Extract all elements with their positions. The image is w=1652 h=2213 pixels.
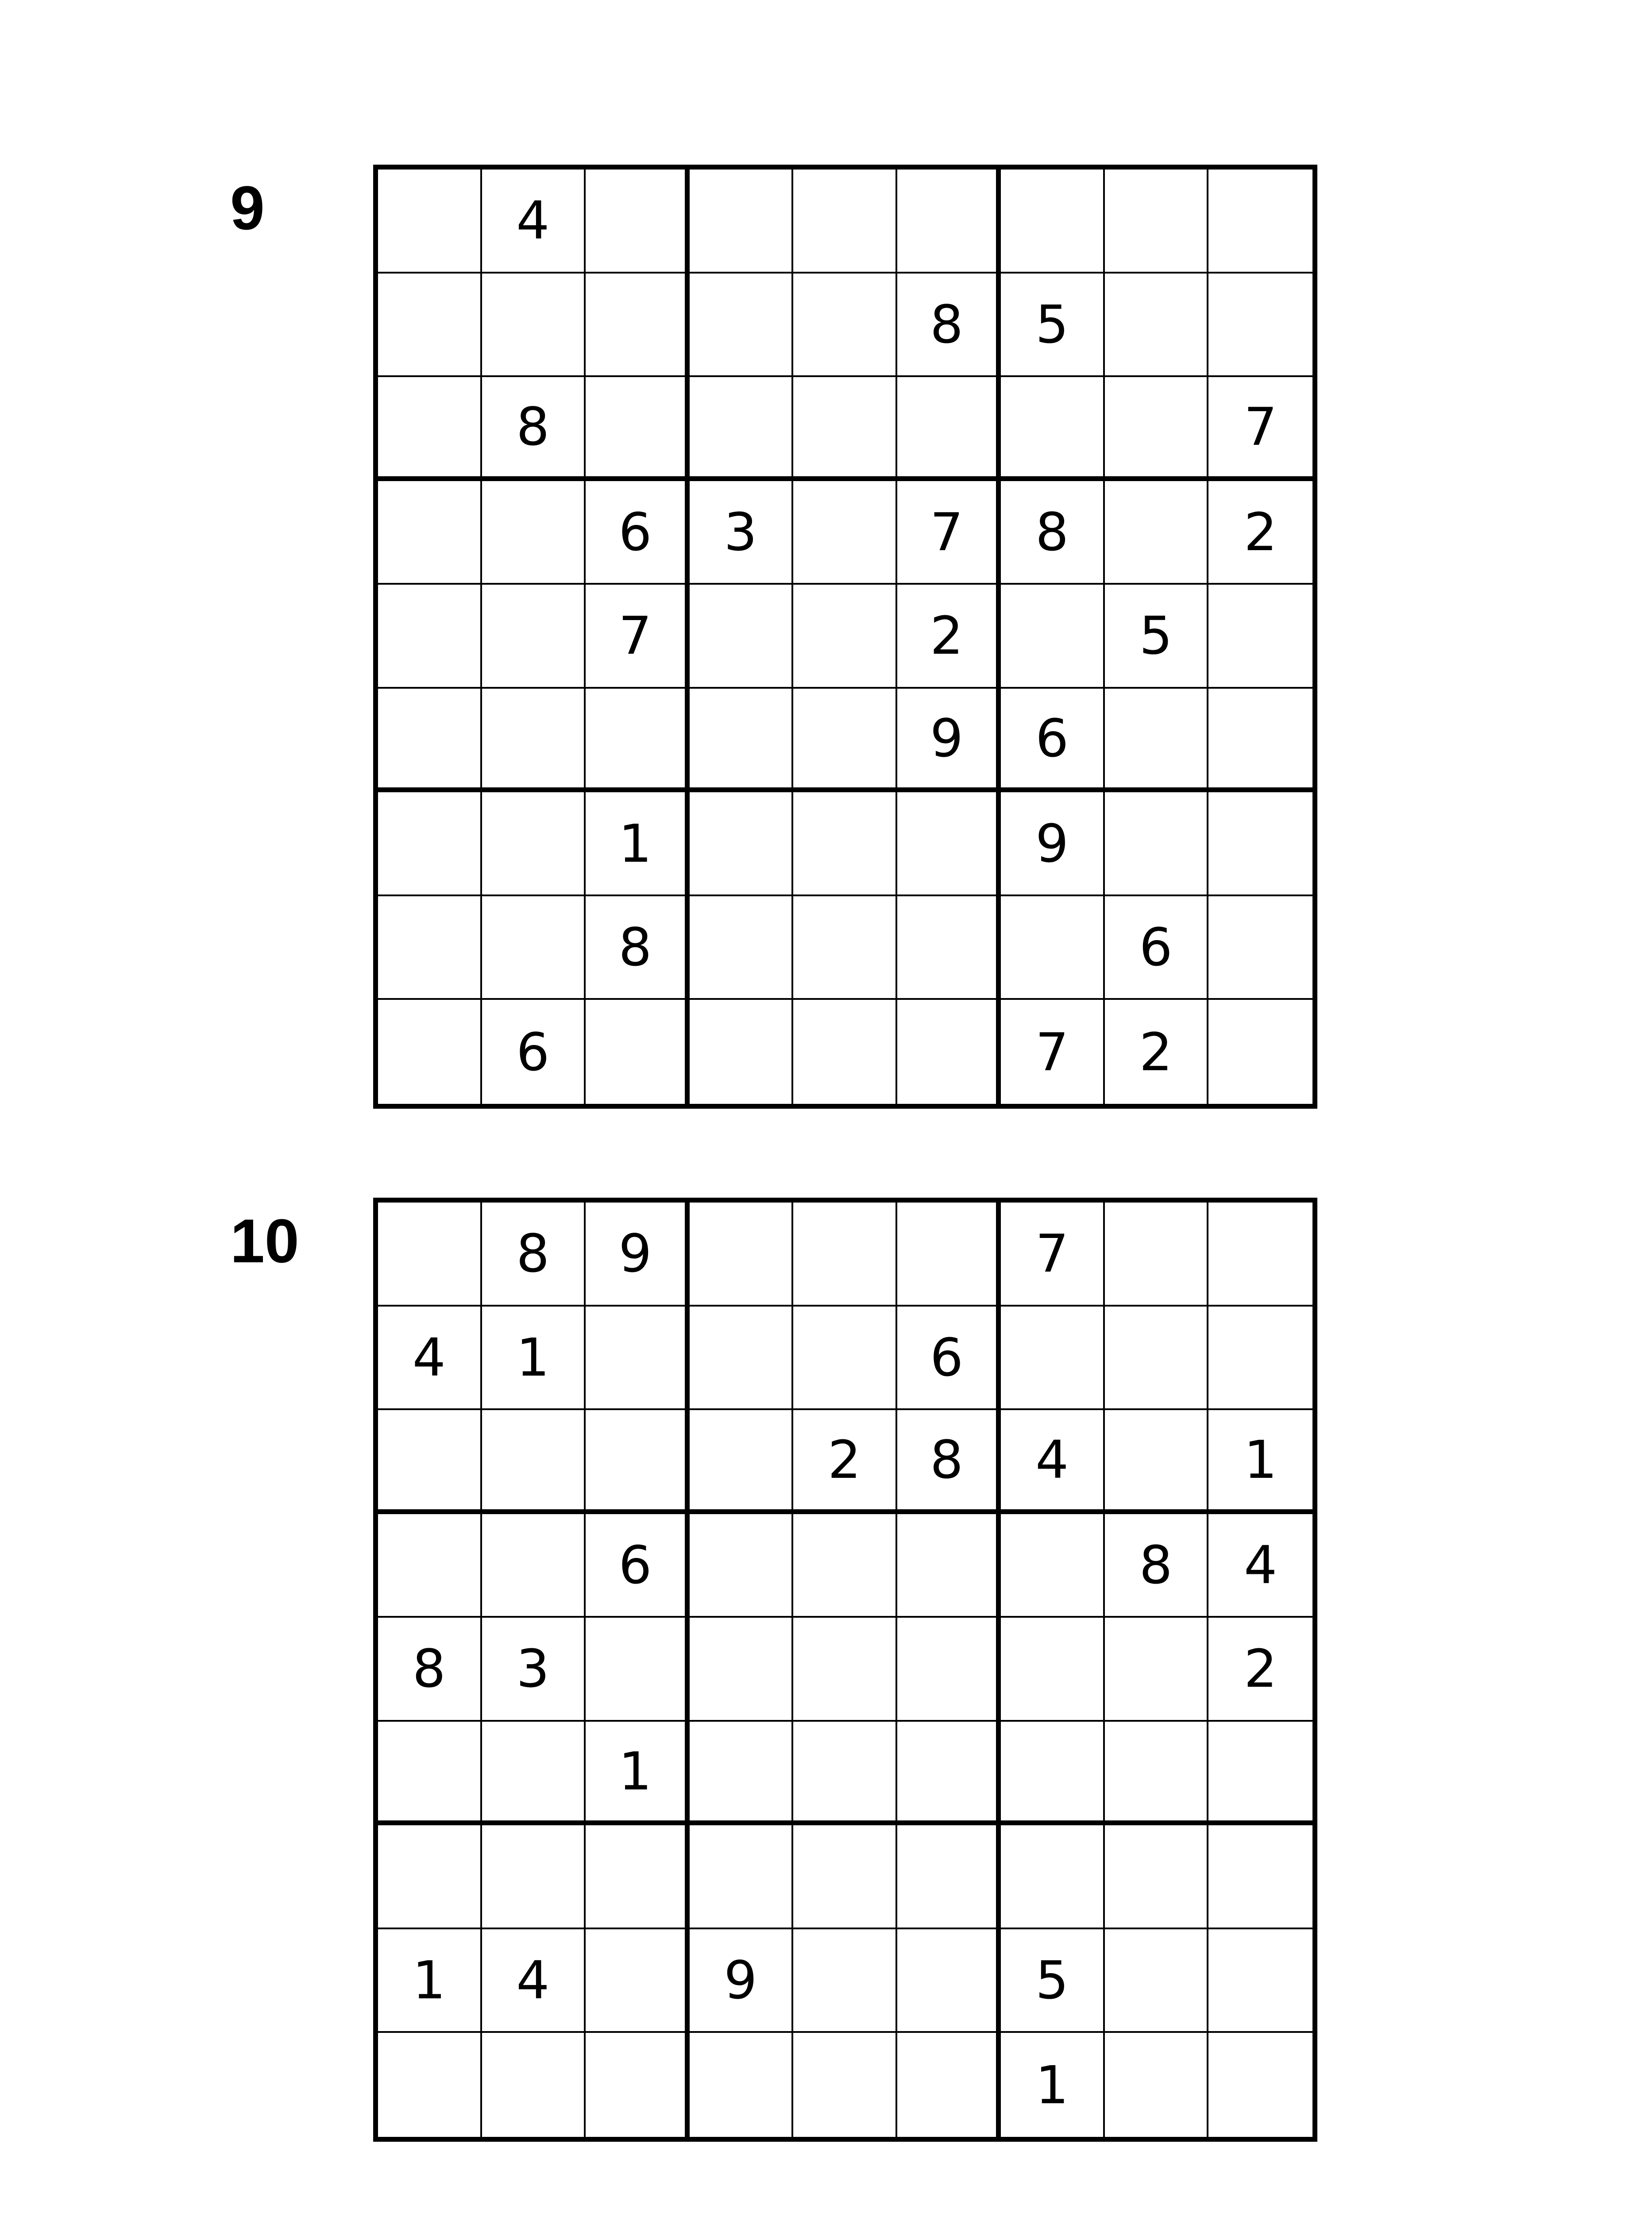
sudoku-cell[interactable]: 7 [1208,377,1312,481]
sudoku-cell[interactable] [378,792,482,896]
sudoku-cell[interactable] [378,1203,482,1307]
sudoku-cell[interactable] [1001,585,1105,689]
sudoku-cell[interactable]: 2 [1208,481,1312,585]
sudoku-cell[interactable]: 9 [586,1203,690,1307]
sudoku-cell[interactable] [897,792,1001,896]
sudoku-cell[interactable] [586,1618,690,1722]
sudoku-cell[interactable]: 9 [690,1929,794,2033]
sudoku-cell[interactable]: 5 [1105,585,1209,689]
sudoku-cell[interactable] [1105,377,1209,481]
sudoku-cell[interactable] [378,170,482,274]
sudoku-cell[interactable] [378,1000,482,1104]
sudoku-cell[interactable]: 1 [1208,1410,1312,1514]
sudoku-cell[interactable] [1208,689,1312,793]
sudoku-cell[interactable] [586,1929,690,2033]
sudoku-cell[interactable]: 1 [378,1929,482,2033]
sudoku-cell[interactable]: 6 [1105,896,1209,1000]
sudoku-cell[interactable] [1105,1618,1209,1722]
sudoku-cell[interactable] [690,1825,794,1929]
sudoku-cell[interactable] [897,1618,1001,1722]
sudoku-cell[interactable] [1105,1307,1209,1411]
sudoku-cell[interactable] [690,274,794,378]
sudoku-cell[interactable] [897,1203,1001,1307]
sudoku-cell[interactable] [1105,1410,1209,1514]
sudoku-cell[interactable]: 6 [897,1307,1001,1411]
sudoku-cell[interactable] [482,1514,586,1618]
sudoku-cell[interactable] [482,2033,586,2137]
sudoku-cell[interactable] [690,792,794,896]
sudoku-cell[interactable] [378,1825,482,1929]
sudoku-cell[interactable] [1208,2033,1312,2137]
sudoku-cell[interactable] [1208,1722,1312,1826]
sudoku-cell[interactable] [586,689,690,793]
sudoku-cell[interactable]: 8 [1001,481,1105,585]
sudoku-cell[interactable] [1001,170,1105,274]
sudoku-cell[interactable] [482,792,586,896]
sudoku-cell[interactable] [1208,1000,1312,1104]
sudoku-cell[interactable] [793,896,897,1000]
sudoku-cell[interactable] [1208,792,1312,896]
sudoku-cell[interactable] [1105,1825,1209,1929]
sudoku-cell[interactable] [1208,1203,1312,1307]
sudoku-cell[interactable]: 1 [1001,2033,1105,2137]
sudoku-cell[interactable] [1001,377,1105,481]
sudoku-cell[interactable] [482,585,586,689]
sudoku-cell[interactable] [793,170,897,274]
sudoku-cell[interactable]: 7 [1001,1000,1105,1104]
sudoku-cell[interactable]: 3 [482,1618,586,1722]
sudoku-cell[interactable] [1208,1825,1312,1929]
sudoku-cell[interactable] [793,2033,897,2137]
sudoku-cell[interactable] [897,1929,1001,2033]
sudoku-cell[interactable] [793,1000,897,1104]
sudoku-cell[interactable] [1105,1722,1209,1826]
sudoku-cell[interactable] [482,896,586,1000]
sudoku-cell[interactable] [378,585,482,689]
sudoku-cell[interactable] [793,689,897,793]
sudoku-cell[interactable] [690,1618,794,1722]
sudoku-cell[interactable]: 6 [586,481,690,585]
sudoku-cell[interactable] [1208,1307,1312,1411]
sudoku-cell[interactable] [378,481,482,585]
sudoku-cell[interactable] [897,377,1001,481]
sudoku-cell[interactable] [1105,274,1209,378]
sudoku-cell[interactable]: 9 [1001,792,1105,896]
sudoku-cell[interactable] [793,274,897,378]
sudoku-cell[interactable] [897,896,1001,1000]
sudoku-cell[interactable] [690,896,794,1000]
sudoku-cell[interactable] [793,1722,897,1826]
sudoku-cell[interactable] [793,377,897,481]
sudoku-cell[interactable]: 1 [586,792,690,896]
sudoku-cell[interactable] [1105,689,1209,793]
sudoku-cell[interactable] [586,2033,690,2137]
sudoku-cell[interactable] [586,377,690,481]
puzzle-number-10: 10 [230,1206,299,1276]
sudoku-cell[interactable]: 2 [1105,1000,1209,1104]
sudoku-cell[interactable]: 2 [793,1410,897,1514]
sudoku-cell[interactable] [793,1618,897,1722]
sudoku-grid-10 [373,1198,1317,2142]
sudoku-cell[interactable]: 6 [482,1000,586,1104]
sudoku-cell[interactable] [690,1514,794,1618]
sudoku-cell[interactable] [378,2033,482,2137]
sudoku-cell[interactable] [793,585,897,689]
sudoku-cell[interactable]: 8 [897,274,1001,378]
sudoku-cell[interactable] [690,2033,794,2137]
sudoku-cell[interactable] [1208,274,1312,378]
sudoku-cell[interactable] [1208,1929,1312,2033]
sudoku-cell[interactable]: 6 [586,1514,690,1618]
sudoku-cell[interactable] [897,2033,1001,2137]
sudoku-cell[interactable]: 8 [378,1618,482,1722]
sudoku-cell[interactable] [378,1722,482,1826]
sudoku-cell[interactable]: 1 [586,1722,690,1826]
sudoku-cell[interactable] [1105,481,1209,585]
sudoku-cell[interactable]: 8 [897,1410,1001,1514]
sudoku-cell[interactable] [482,1410,586,1514]
sudoku-cell[interactable] [378,274,482,378]
sudoku-cell[interactable]: 2 [897,585,1001,689]
sudoku-cell[interactable] [793,1514,897,1618]
sudoku-cell[interactable] [1208,585,1312,689]
sudoku-cell[interactable] [1001,1307,1105,1411]
sudoku-cell[interactable] [793,1307,897,1411]
sudoku-cell[interactable] [586,1307,690,1411]
sudoku-cell[interactable] [690,1307,794,1411]
sudoku-cell[interactable] [897,170,1001,274]
sudoku-cell[interactable] [1001,896,1105,1000]
sudoku-cell[interactable] [1105,2033,1209,2137]
sudoku-cell[interactable] [482,1825,586,1929]
sudoku-cell[interactable]: 7 [586,585,690,689]
sudoku-cell[interactable]: 6 [1001,689,1105,793]
sudoku-cell[interactable] [690,170,794,274]
sudoku-cell[interactable]: 4 [1001,1410,1105,1514]
sudoku-cell[interactable] [690,1203,794,1307]
sudoku-grid-9 [373,165,1317,1109]
sudoku-cell[interactable] [482,1722,586,1826]
sudoku-cell[interactable] [690,1410,794,1514]
sudoku-cell[interactable] [793,792,897,896]
sudoku-cell[interactable]: 4 [482,1929,586,2033]
sudoku-cell[interactable]: 8 [586,896,690,1000]
sudoku-cell[interactable]: 8 [482,377,586,481]
sudoku-cell[interactable] [378,1410,482,1514]
sudoku-cell[interactable] [690,689,794,793]
sudoku-cell[interactable] [793,1203,897,1307]
sudoku-cell[interactable] [378,377,482,481]
puzzle-number-9: 9 [230,173,265,243]
sudoku-cell[interactable] [378,689,482,793]
sudoku-cell[interactable] [897,1722,1001,1826]
sudoku-cell[interactable] [793,1929,897,2033]
sudoku-cell[interactable]: 2 [1208,1618,1312,1722]
sudoku-cell[interactable] [897,1514,1001,1618]
sudoku-cell[interactable] [482,274,586,378]
sudoku-cell[interactable] [1001,1618,1105,1722]
sudoku-cell[interactable]: 4 [482,170,586,274]
sudoku-cell[interactable] [1001,1825,1105,1929]
sudoku-cell[interactable] [586,170,690,274]
sudoku-cell[interactable] [378,1514,482,1618]
sudoku-cell[interactable] [586,1410,690,1514]
sudoku-cell[interactable]: 4 [378,1307,482,1411]
sudoku-cell[interactable] [1105,170,1209,274]
sudoku-cell[interactable] [1208,896,1312,1000]
sudoku-cell[interactable]: 5 [1001,274,1105,378]
sudoku-cell[interactable] [690,585,794,689]
sudoku-cell[interactable]: 5 [1001,1929,1105,2033]
sudoku-cell[interactable] [1208,170,1312,274]
sudoku-cell[interactable] [690,1000,794,1104]
sudoku-cell[interactable] [793,1825,897,1929]
sudoku-cell[interactable]: 8 [1105,1514,1209,1618]
sudoku-cell[interactable]: 7 [1001,1203,1105,1307]
sudoku-cell[interactable]: 1 [482,1307,586,1411]
sudoku-cell[interactable]: 8 [482,1203,586,1307]
sudoku-cell[interactable] [482,689,586,793]
sudoku-cell[interactable] [586,274,690,378]
sudoku-cell[interactable] [897,1825,1001,1929]
sudoku-cell[interactable] [1001,1514,1105,1618]
sudoku-cell[interactable] [1105,792,1209,896]
sudoku-cell[interactable] [1001,1722,1105,1826]
sudoku-cell[interactable]: 9 [897,689,1001,793]
sudoku-cell[interactable] [586,1000,690,1104]
sudoku-cell[interactable] [1105,1929,1209,2033]
sudoku-cell[interactable] [378,896,482,1000]
sudoku-cell[interactable] [690,1722,794,1826]
sudoku-cell[interactable] [897,1000,1001,1104]
sudoku-cell[interactable] [586,1825,690,1929]
sudoku-cell[interactable] [690,377,794,481]
sudoku-cell[interactable]: 7 [897,481,1001,585]
sudoku-cell[interactable]: 4 [1208,1514,1312,1618]
sudoku-cell[interactable] [793,481,897,585]
sudoku-cell[interactable] [1105,1203,1209,1307]
sudoku-cell[interactable] [482,481,586,585]
sudoku-cell[interactable]: 3 [690,481,794,585]
